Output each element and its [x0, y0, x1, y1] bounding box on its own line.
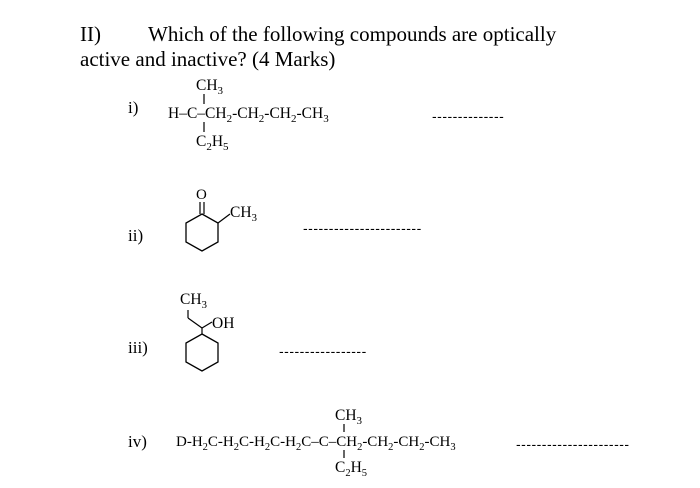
item-label-ii: ii) [128, 226, 144, 245]
compound-iv-structure [172, 404, 502, 484]
cyclohexane-ring-ii [186, 214, 218, 251]
item-label-iii: iii) [128, 338, 148, 357]
compound-iv-main-chain: $D-H_2C-H_2C-H_2C-H_2C-C-CH_2-CH_2-CH_2-CH_3$ [176, 434, 456, 453]
compound-iv-bottom-group: $C_2H_5$ [335, 459, 368, 479]
compound-ii-oxygen: O [196, 187, 207, 203]
compound-i-bottom-group: $C_2H_5$ [196, 133, 229, 153]
question-number: II) [80, 22, 101, 46]
compound-iii-hydroxyl: OH [212, 315, 235, 332]
compound-ii-structure [172, 184, 282, 264]
question-text-line-2: active and inactive? (4 Marks) [80, 47, 336, 71]
compound-iv-top-group: $CH_3$ [335, 407, 363, 427]
answer-blank-ii[interactable]: ----------------------- [303, 220, 422, 236]
item-label-iv: iv) [128, 432, 147, 451]
answer-blank-iv[interactable]: ---------------------- [516, 436, 630, 452]
compound-iii-structure [172, 284, 262, 384]
answer-blank-i[interactable]: -------------- [432, 108, 505, 124]
compound-i-structure [160, 72, 400, 162]
compound-i-top-group: $CH_3$ [196, 77, 224, 97]
cyclohexane-ring-iii [186, 334, 218, 371]
compound-i-main-chain: $H-C-CH_2-CH_2-CH_2-CH_3$ [168, 105, 329, 125]
answer-blank-iii[interactable]: ----------------- [279, 343, 367, 359]
compound-iii-methyl: $CH_3$ [180, 291, 208, 311]
question-text-line-1: Which of the following compounds are optically [148, 22, 557, 46]
compound-ii-methyl: $CH_3$ [230, 204, 258, 224]
item-label-i: i) [128, 98, 139, 117]
